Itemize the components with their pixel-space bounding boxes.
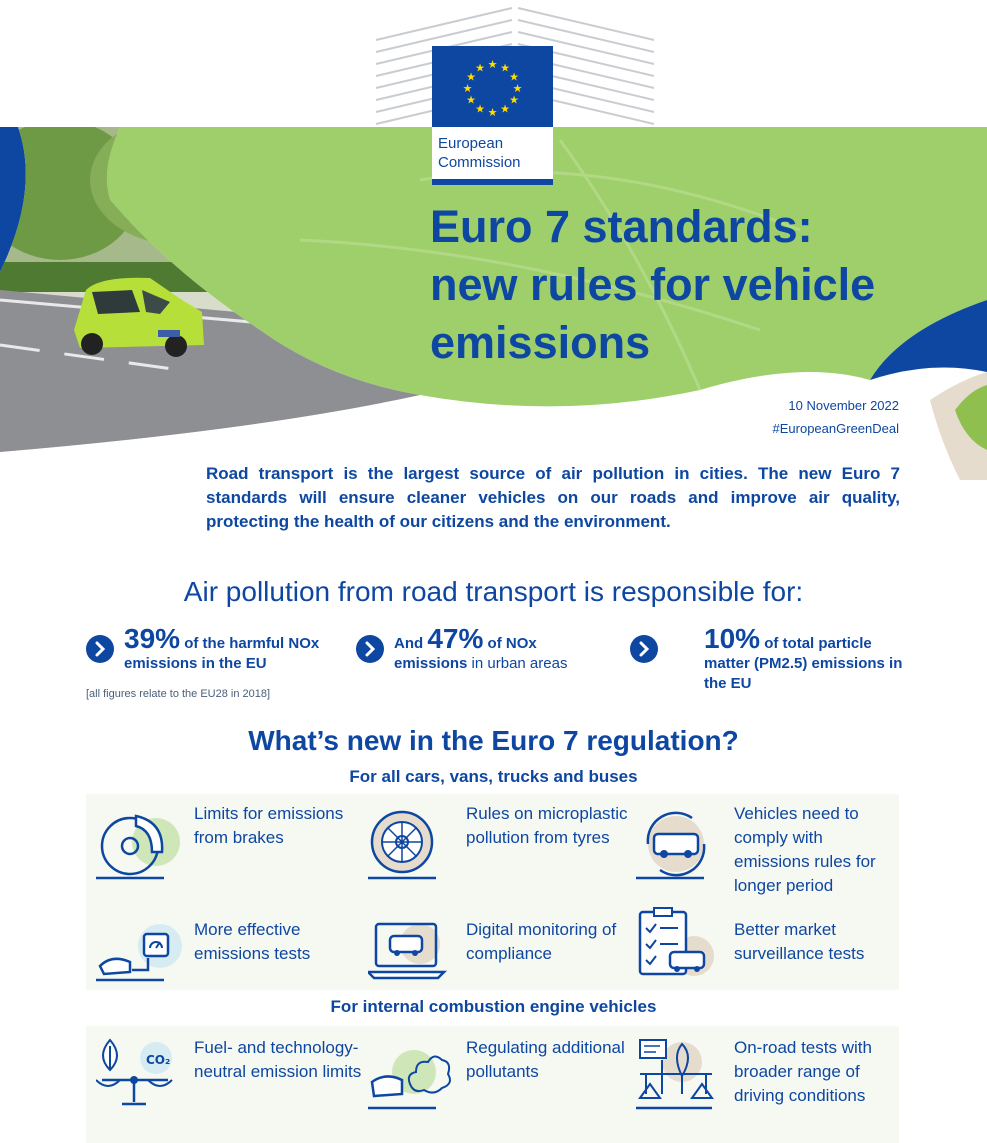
feature-neutral-limits [96, 1036, 362, 1136]
road-conditions-icon [636, 1036, 726, 1116]
exhaust-cloud-icon [368, 1036, 458, 1116]
feature-market-surveillance [636, 906, 886, 1006]
svg-text:★: ★ [500, 61, 510, 75]
stat-value: 47% [427, 623, 484, 654]
tyre-icon [368, 802, 458, 892]
eu-flag-icon [432, 46, 553, 127]
feature-label: Vehicles need to comply with emissions rules for longer period [734, 804, 876, 895]
feature-label: Better market surveillance tests [734, 920, 865, 963]
stats-footnote: [all figures relate to the EU28 in 2018] [86, 688, 271, 700]
svg-text:★: ★ [466, 70, 476, 84]
svg-text:★: ★ [462, 82, 473, 95]
balance-leaf-co2-icon [96, 1036, 186, 1116]
chevron-right-icon [356, 635, 384, 663]
brake-disc-icon [96, 802, 186, 892]
stat-text: in urban areas [467, 655, 568, 672]
panel-all-vehicles [86, 794, 899, 990]
svg-text:★: ★ [500, 102, 510, 116]
publication-date: 10 November 2022 [788, 398, 899, 413]
feature-on-road-tests [636, 1036, 886, 1136]
stat-bold-text: of total particle matter (PM2.5) emissions in the EU [704, 635, 903, 692]
whats-new-heading: What’s new in the Euro 7 regulation? [248, 725, 739, 756]
logo-line-2: Commission [438, 154, 521, 171]
svg-text:★: ★ [487, 58, 498, 71]
car-cycle-icon [636, 802, 726, 892]
section-title-all-vehicles: For all cars, vans, trucks and buses [349, 767, 638, 786]
feature-additional-pollutants [368, 1036, 625, 1136]
svg-text:★: ★ [512, 82, 523, 95]
chevron-right-icon [630, 635, 658, 663]
page-title [430, 198, 950, 372]
feature-label: More effective emissions tests [194, 920, 311, 963]
european-commission-logo [432, 46, 553, 185]
intro-paragraph: Road transport is the largest source of air pollution in cities. The new Euro 7 standards will ensure cleaner vehicles on our roads and improve air quality, protecting the health of our citizens and the environment. [206, 464, 900, 531]
logo-underline [432, 179, 553, 185]
svg-text:CO₂: CO₂ [146, 1053, 171, 1067]
section-title-ice-vehicles: For internal combustion engine vehicles [330, 997, 657, 1016]
feature-label: Limits for emissions from brakes [194, 804, 344, 847]
svg-text:★: ★ [475, 61, 485, 75]
svg-text:★: ★ [466, 93, 476, 107]
stats-heading: Air pollution from road transport is responsible for: [183, 576, 804, 607]
title-line-2: new rules for vehicle [430, 259, 876, 310]
stat-prefix: And [394, 635, 428, 652]
title-line-3: emissions [430, 317, 651, 368]
stat-bold-text: of the harmful NOx emissions in the EU [124, 635, 320, 672]
feature-label: Fuel- and technology-neutral emission limits [194, 1038, 362, 1081]
feature-label: Regulating additional pollutants [466, 1038, 625, 1081]
svg-text:★: ★ [509, 93, 519, 107]
stat-bold-text: of NOx emissions [394, 635, 537, 672]
hashtag-european-green-deal: #EuropeanGreenDeal [772, 421, 899, 436]
stat-value: 39% [124, 623, 181, 654]
stat-value: 10% [704, 623, 761, 654]
feature-label: Rules on microplastic pollution from tyres [466, 804, 628, 847]
checklist-car-icon [636, 906, 726, 986]
svg-text:★: ★ [509, 70, 519, 84]
feature-label: On-road tests with broader range of driving conditions [734, 1038, 872, 1105]
feature-tyres [368, 802, 628, 902]
chevron-right-icon [86, 635, 114, 663]
feature-brakes [96, 802, 346, 902]
emissions-test-icon [96, 918, 186, 988]
logo-line-1: European [438, 135, 504, 152]
feature-label: Digital monitoring of compliance [466, 920, 617, 963]
panel-ice-vehicles [86, 1026, 899, 1143]
feature-durability [636, 802, 886, 902]
svg-text:★: ★ [487, 106, 498, 119]
laptop-car-icon [368, 918, 458, 988]
title-line-1: Euro 7 standards: [430, 201, 813, 252]
svg-text:★: ★ [475, 102, 485, 116]
